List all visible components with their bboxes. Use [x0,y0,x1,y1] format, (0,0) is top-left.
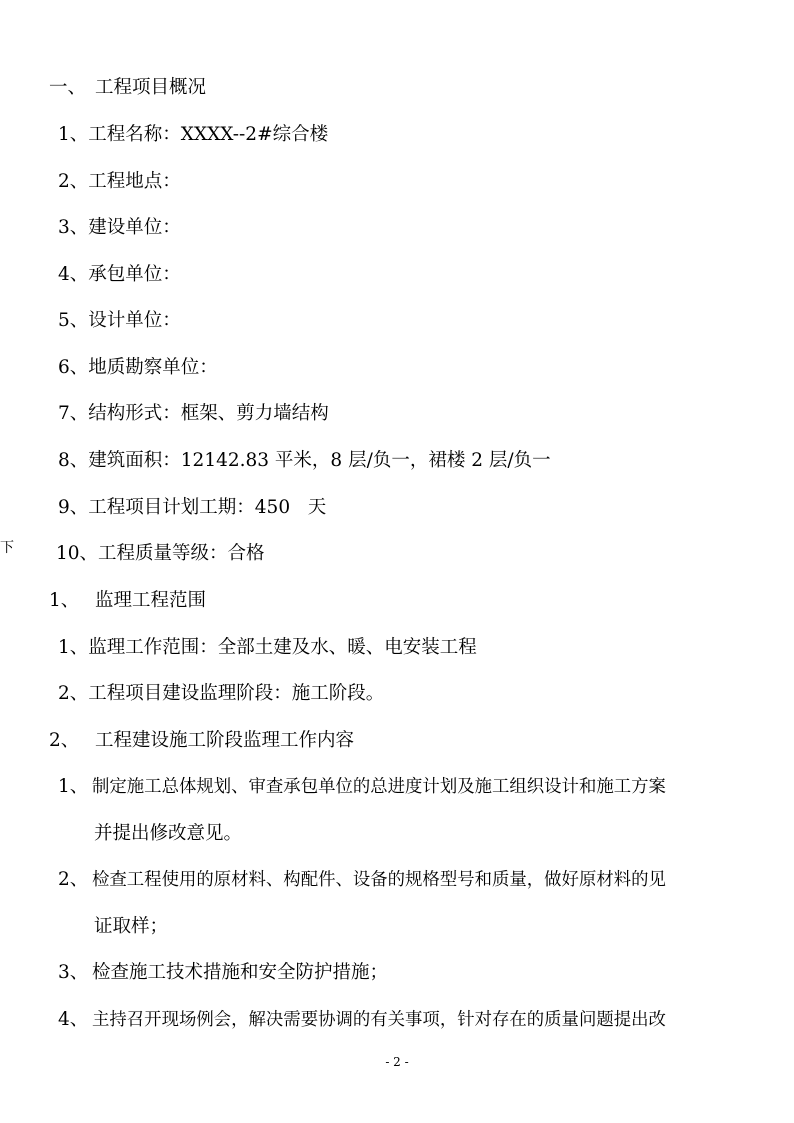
list-item-continuation: 并提出修改意见。 [94,823,243,844]
list-item: 5、设计单位： [58,310,181,331]
list-item: 9、工程项目计划工期：450 天 [58,497,327,518]
section-number: 1、 [49,590,80,611]
section-heading-3 [49,729,354,753]
list-item: 4、 主持召开现场例会，解决需要协调的有关事项，针对存在的质量问题提出改 [58,1009,666,1030]
margin-mark: 下 [0,540,14,556]
list-item-continuation: 证取样； [94,916,169,937]
list-item: 6、地质勘察单位： [58,357,218,378]
section-heading-1 [49,76,206,100]
section-heading-2 [49,589,206,613]
list-item: 3、 检查施工技术措施和安全防护措施； [58,962,389,983]
list-item: 1、工程名称：XXXX--2#综合楼 [58,124,329,145]
page-number: - 2 - [385,1055,409,1069]
section-number: 一、 [49,77,87,98]
list-item: 2、 检查工程使用的原材料、构配件、设备的规格型号和质量，做好原材料的见 [58,869,666,890]
list-item: 4、承包单位： [58,264,181,285]
list-item: 1、监理工作范围：全部土建及水、暖、电安装工程 [58,637,477,658]
section-title: 工程建设施工阶段监理工作内容 [95,730,355,751]
list-item: 10、工程质量等级：合格 [56,543,265,564]
list-item: 1、 制定施工总体规划、审查承包单位的总进度计划及施工组织设计和施工方案 [58,776,666,797]
list-item: 2、工程项目建设监理阶段：施工阶段。 [58,683,385,704]
list-item: 3、建设单位： [58,217,181,238]
list-item: 8、建筑面积：12142.83 平米，8 层/负一，裙楼 2 层/负一 [58,450,551,471]
list-item: 7、结构形式：框架、剪力墙结构 [58,403,329,424]
section-title: 监理工程范围 [95,590,207,611]
section-number: 2、 [49,730,80,751]
section-title: 工程项目概况 [95,77,207,98]
list-item: 2、工程地点： [58,171,181,192]
